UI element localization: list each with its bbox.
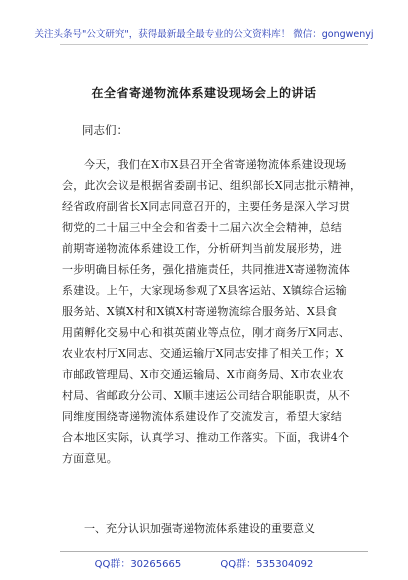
header-divider (60, 44, 368, 45)
body-line: 前期寄递物流体系建设工作，分析研判当前发展形势，进 (62, 242, 342, 255)
footer-qq-group-1: QQ群：30265665 (94, 559, 182, 570)
footer-qq-group-2: QQ群：535304092 (220, 559, 314, 570)
body-line: 村局、省邮政分公司、X顺丰速运公司结合职能职责，从不 (62, 389, 351, 402)
body-line: 会，此次会议是根据省委副书记、组织部长X同志批示精神， (62, 179, 362, 192)
body-line: 农业农村厅X同志、交通运输厅X同志安排了相关工作；X (62, 347, 344, 360)
header-note: 关注头条号"公文研究"，获得最新最全最专业的公文资料库！ 微信：gongwenyj (34, 29, 374, 40)
section-heading: 一、充分认识加强寄递物流体系建设的重要意义 (84, 522, 315, 535)
body-paragraph (62, 154, 362, 469)
footer (0, 555, 408, 570)
body-line: 同维度围绕寄递物流体系建设作了交流发言，希望大家结 (62, 410, 342, 423)
body-line: 经省政府副省长X同志同意召开的，主要任务是深入学习贯 (62, 200, 351, 213)
body-line: 服务站、X镇X村和X镇X村寄递物流综合服务站、X县食 (62, 305, 338, 318)
greeting: 同志们： (82, 123, 128, 137)
body-line: 方面意见。 (62, 452, 118, 465)
body-line: 用菌孵化交易中心和祺英菌业等点位，刚才商务厅X同志、 (62, 326, 351, 339)
body-line: 彻党的二十届三中全会和省委十二届六次全会精神，总结 (62, 221, 342, 234)
footer-divider (60, 551, 368, 552)
body-line: 系建设。上午，大家现场参观了X县客运站、X镇综合运输 (62, 284, 347, 297)
document-title: 在全省寄递物流体系建设现场会上的讲话 (91, 86, 317, 100)
body-line: 今天，我们在X市X县召开全省寄递物流体系建设现场 (84, 158, 347, 171)
body-line: 合本地区实际，认真学习、推动工作落实。下面，我讲4个 (62, 431, 350, 444)
body-line: 一步明确目标任务，强化措施责任，共同推进X寄递物流体 (62, 263, 351, 276)
body-line: 市邮政管理局、X市交通运输局、X市商务局、X市农业农 (62, 368, 344, 381)
